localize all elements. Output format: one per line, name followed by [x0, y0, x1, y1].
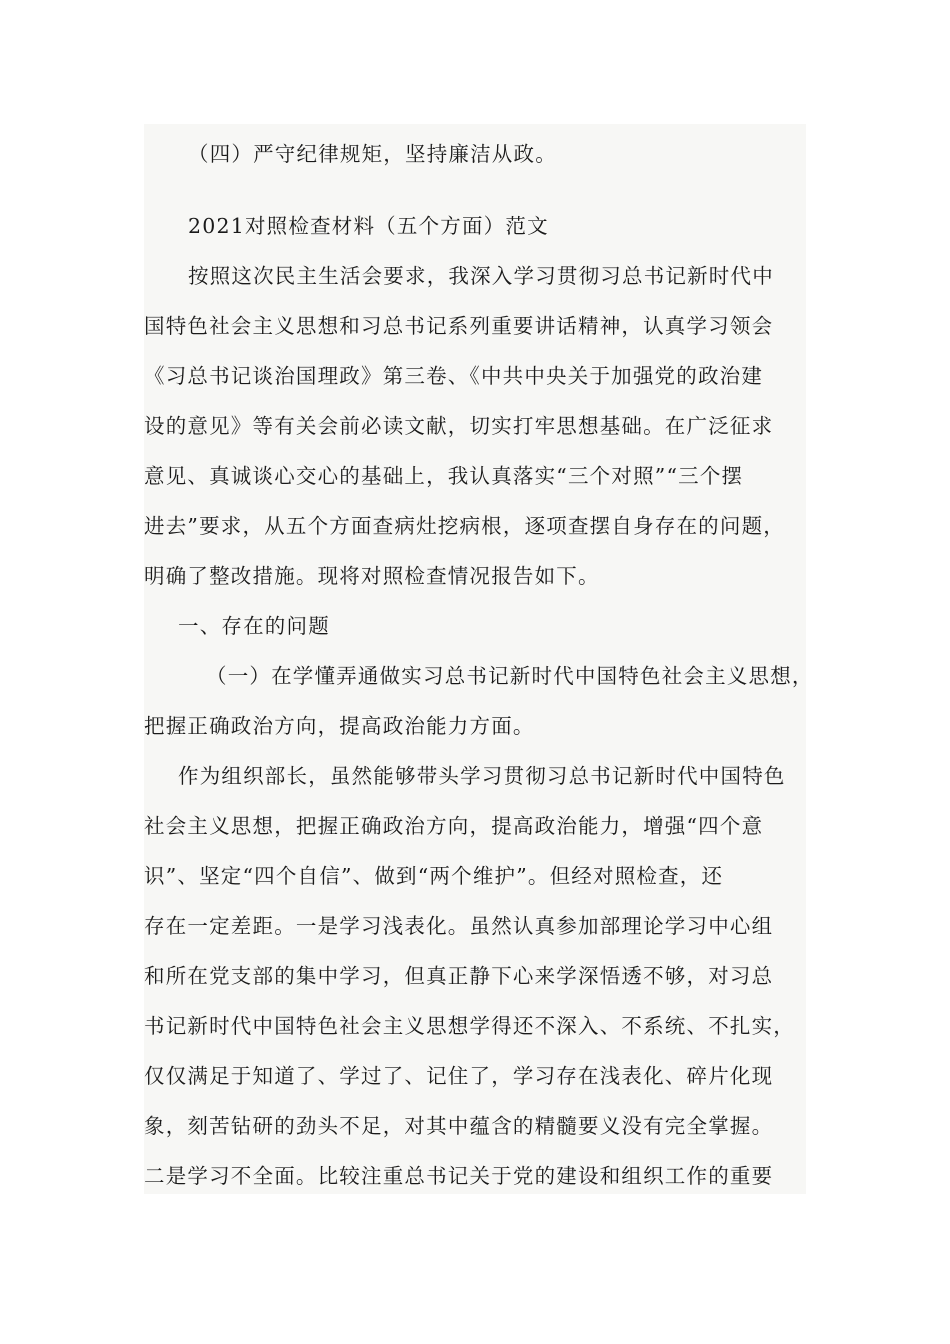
- subsection-heading-one-cont: 把握正确政治方向，提高政治能力方面。: [144, 714, 535, 738]
- paragraph-line: 国特色社会主义思想和习总书记系列重要讲话精神，认真学习领会: [144, 314, 774, 338]
- paragraph-line: 作为组织部长，虽然能够带头学习贯彻习总书记新时代中国特色: [178, 764, 786, 788]
- paragraph-line: 二是学习不全面。比较注重总书记关于党的建设和组织工作的重要: [144, 1164, 774, 1188]
- section-heading-problems: 一、存在的问题: [178, 614, 330, 638]
- paragraph-line: 书记新时代中国特色社会主义思想学得还不深入、不系统、不扎实，: [144, 1014, 795, 1038]
- section-heading-four: （四）严守纪律规矩，坚持廉洁从政。: [188, 142, 557, 166]
- paragraph-line: 社会主义思想，把握正确政治方向，提高政治能力，增强“四个意: [144, 814, 764, 838]
- article-title: 2021对照检查材料（五个方面）范文: [188, 214, 549, 238]
- paragraph-line: 《习总书记谈治国理政》第三卷、《中共中央关于加强党的政治建: [144, 364, 764, 388]
- subsection-heading-one: （一）在学懂弄通做实习总书记新时代中国特色社会主义思想，: [206, 664, 814, 688]
- paragraph-line: 按照这次民主生活会要求，我深入学习贯彻习总书记新时代中: [188, 264, 774, 288]
- paragraph-line: 存在一定差距。一是学习浅表化。虽然认真参加部理论学习中心组: [144, 914, 774, 938]
- paragraph-line: 识”、坚定“四个自信”、做到“两个维护”。但经对照检查，还: [144, 864, 724, 888]
- document-body: [144, 124, 814, 1194]
- paragraph-line: 和所在党支部的集中学习，但真正静下心来学深悟透不够，对习总: [144, 964, 774, 988]
- paragraph-line: 仅仅满足于知道了、学过了、记住了，学习存在浅表化、碎片化现: [144, 1064, 774, 1088]
- paragraph-line: 进去”要求，从五个方面查病灶挖病根，逐项查摆自身存在的问题，: [144, 514, 785, 538]
- paragraph-line: 象，刻苦钻研的劲头不足，对其中蕴含的精髓要义没有完全掌握。: [144, 1114, 774, 1138]
- paragraph-line: 设的意见》等有关会前必读文献，切实打牢思想基础。在广泛征求: [144, 414, 774, 438]
- paragraph-line: 意见、真诚谈心交心的基础上，我认真落实“三个对照”“三个摆: [144, 464, 744, 488]
- paragraph-line: 明确了整改措施。现将对照检查情况报告如下。: [144, 564, 600, 588]
